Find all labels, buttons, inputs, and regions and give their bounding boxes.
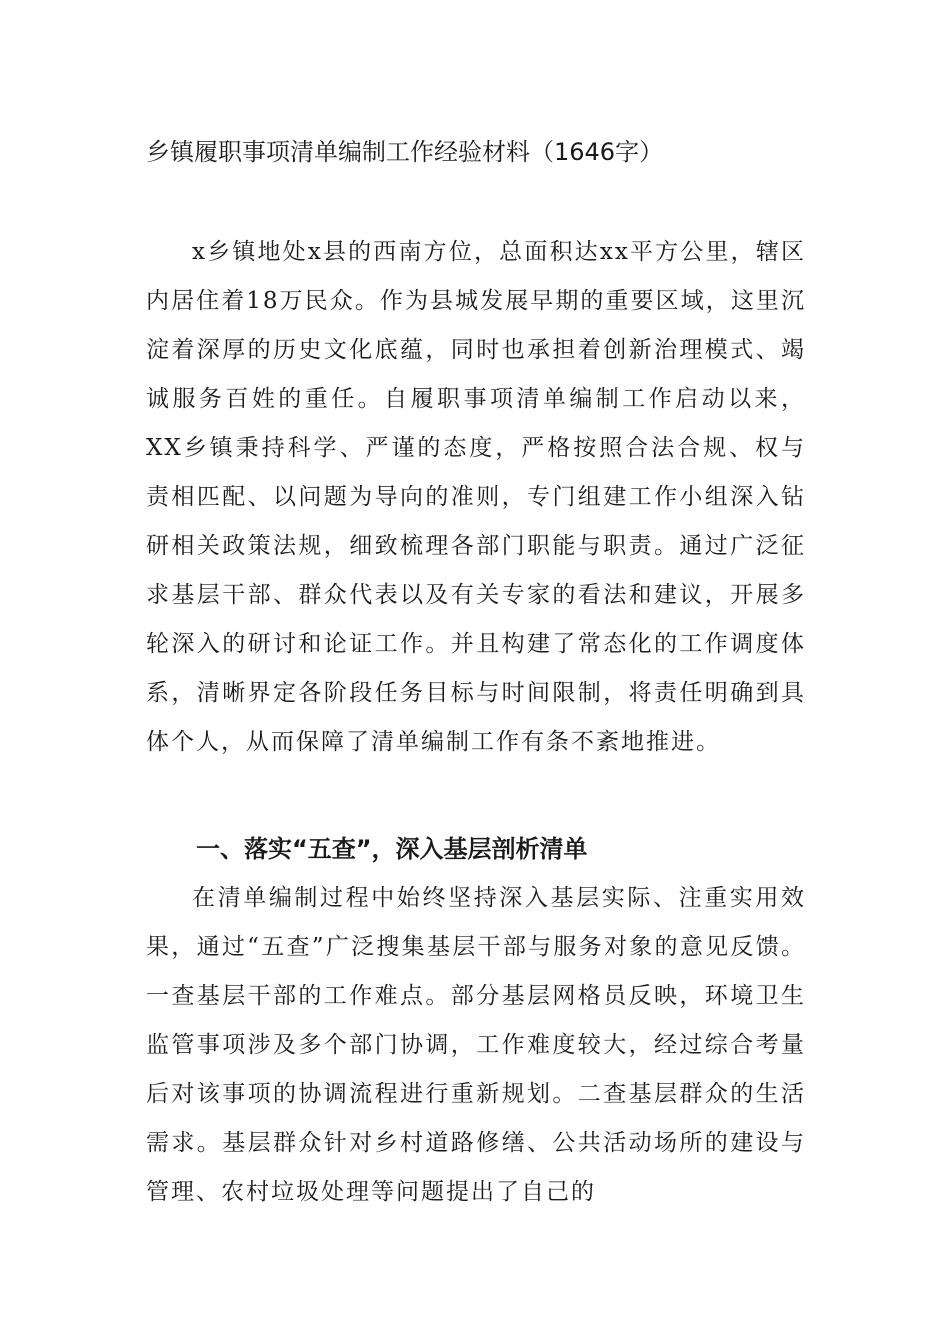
body-paragraph: 在清单编制过程中始终坚持深入基层实际、注重实用效果，通过“五查”广泛搜集基层干部与服务对象的意见反馈。一查基层干部的工作难点。部分基层网格员反映，环境卫生监管事项涉及多个部门协调，工作难度较大，经过综合考量后对该事项的协调流程进行重新规划。二查基层群众的生活需求。基层群众针对乡村道路修缮、公共活动场所的建设与管理、农村垃圾处理等问题提出了自己的 — [146, 885, 806, 1205]
intro-paragraph: x乡镇地处x县的西南方位，总面积达xx平方公里，辖区内居住着18万民众。作为县城发展早期的重要区域，这里沉淀着深厚的历史文化底蕴，同时也承担着创新治理模式、竭诚服务百姓的重任。自履职事项清单编制工作启动以来，XX乡镇秉持科学、严谨的态度，严格按照合法合规、权与责相匹配、以问题为导向的准则，专门组建工作小组深入钻研相关政策法规，细致梳理各部门职能与职责。通过广泛征求基层干部、群众代表以及有关专家的看法和建议，开展多轮深入的研讨和论证工作。并且构建了常态化的工作调度体系，清晰界定各阶段任务目标与时间限制，将责任明确到具体个人，从而保障了清单编制工作有条不紊地推进。 — [146, 239, 806, 755]
section-heading: 一、落实“五查”，深入基层剖析清单 — [196, 835, 588, 863]
document-title: 乡镇履职事项清单编制工作经验材料（1646字） — [146, 138, 664, 166]
